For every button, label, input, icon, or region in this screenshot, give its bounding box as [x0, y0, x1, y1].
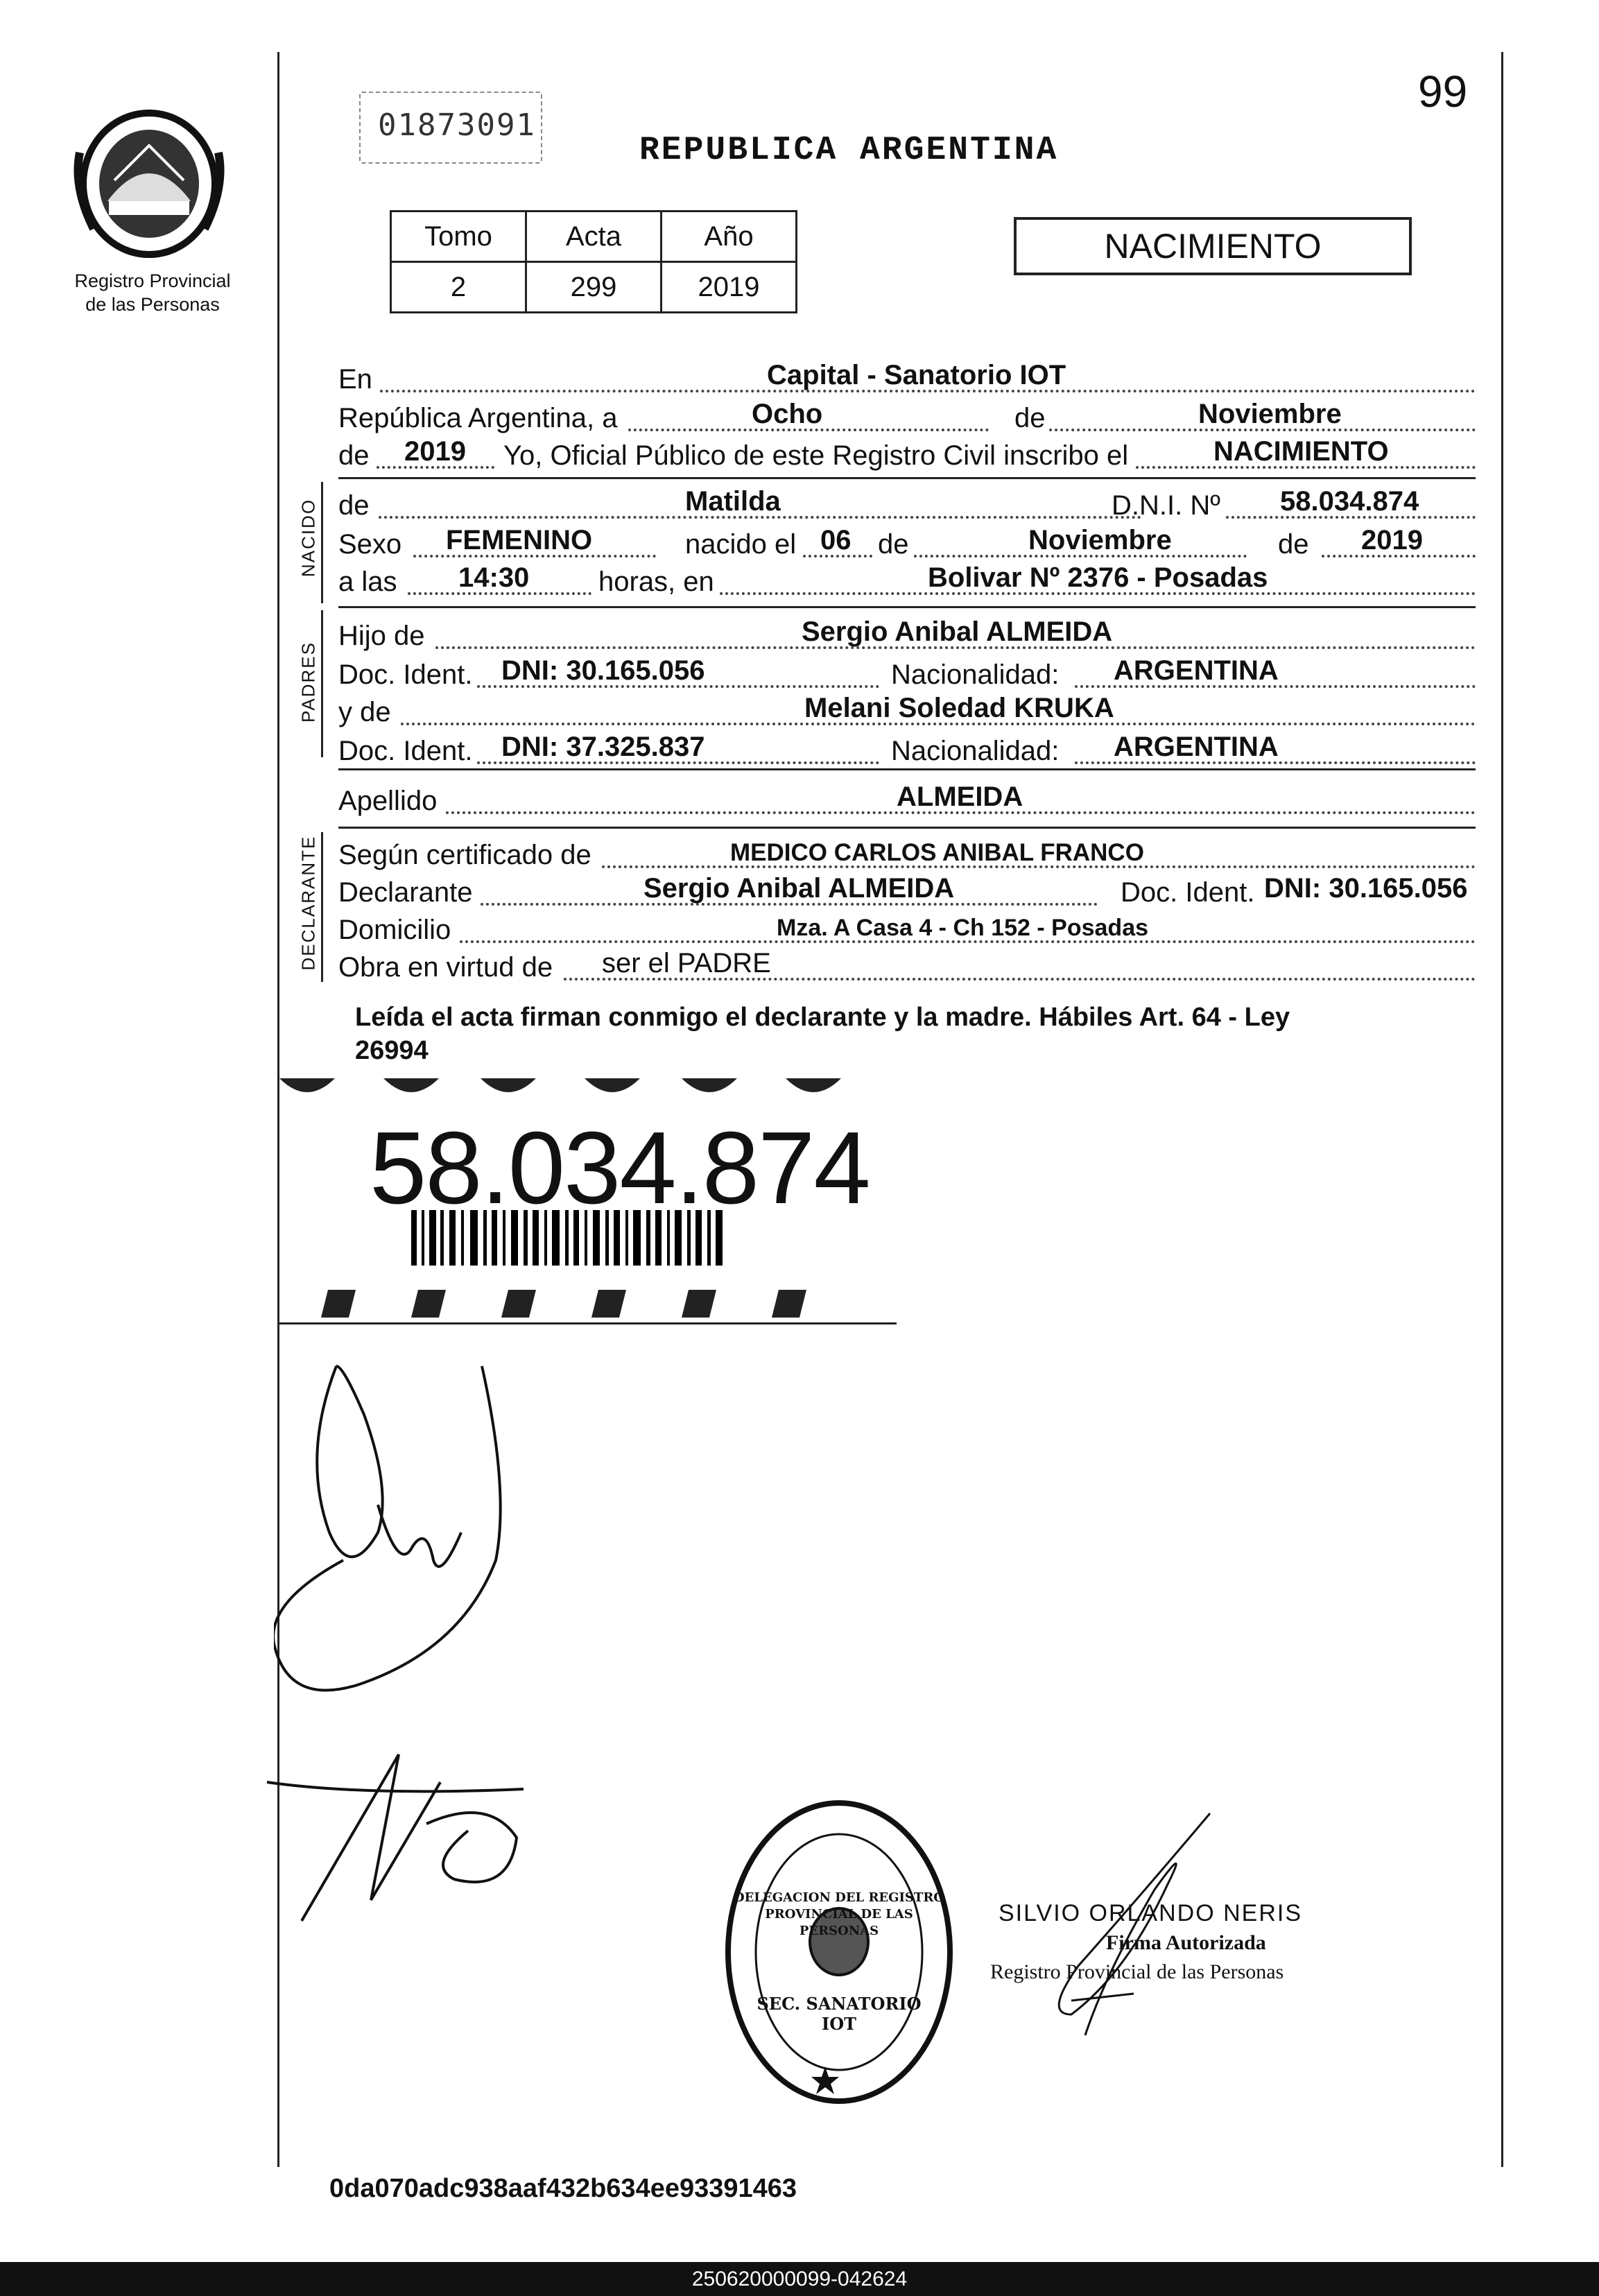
label-y-de: y de	[338, 697, 391, 727]
value-anio: 2019	[662, 262, 797, 313]
sticker-dni-number: 58.034.874	[370, 1111, 870, 1225]
row-mother-doc	[338, 731, 1476, 771]
value-father: Sergio Anibal ALMEIDA	[802, 616, 1113, 647]
value-tomo: 2	[391, 262, 526, 313]
header-anio: Año	[662, 212, 797, 262]
provincial-logo	[66, 104, 232, 264]
record-table-header	[391, 212, 797, 262]
dni-sticker	[279, 1071, 897, 1328]
value-declarante-doc: DNI: 30.165.056	[1264, 873, 1468, 904]
value-place: Capital - Sanatorio IOT	[767, 360, 1066, 390]
header-acta: Acta	[526, 212, 662, 262]
value-acta: 299	[526, 262, 662, 313]
label-doc-ident: Doc. Ident.	[338, 736, 473, 766]
value-father-doc: DNI: 30.165.056	[501, 655, 705, 686]
value-mother-nationality: ARGENTINA	[1114, 732, 1279, 762]
stamp-ring-text: DELEGACION DEL REGISTRO PROVINCIAL DE LAS PERSONAS	[734, 1890, 944, 1938]
label-nacionalidad: Nacionalidad:	[891, 736, 1060, 766]
section-divider	[338, 477, 1476, 479]
row-declarante	[338, 872, 1476, 913]
row-domicilio	[338, 910, 1476, 950]
padres-bracket	[321, 610, 323, 757]
nacido-section-label: NACIDO	[297, 498, 319, 578]
row-segun	[338, 835, 1476, 875]
page-number: 99	[1418, 67, 1468, 116]
value-time: 14:30	[458, 562, 530, 593]
value-sexo: FEMENINO	[446, 525, 593, 555]
header-tomo: Tomo	[391, 212, 526, 262]
value-father-nationality: ARGENTINA	[1114, 655, 1279, 686]
value-domicilio: Mza. A Casa 4 - Ch 152 - Posadas	[777, 915, 1149, 941]
label-hijo-de: Hijo de	[338, 621, 425, 651]
label-de: de	[878, 529, 909, 560]
record-table-values	[391, 262, 797, 313]
row-hijo-de	[338, 616, 1476, 656]
row-en	[338, 359, 1476, 399]
value-birth-day: 06	[820, 525, 852, 555]
value-mother: Melani Soledad KRUKA	[804, 693, 1114, 723]
nacido-bracket	[321, 482, 323, 603]
label-obra: Obra en virtud de	[338, 952, 553, 983]
official-name: SILVIO ORLANDO NERIS	[999, 1900, 1303, 1926]
closing-statement	[355, 1001, 1464, 1067]
label-oficial: Yo, Oficial Público de este Registro Civil inscribo el	[503, 440, 1129, 471]
record-type-box: NACIMIENTO	[1014, 217, 1412, 275]
label-domicilio: Domicilio	[338, 915, 451, 945]
value-apellido: ALMEIDA	[897, 782, 1023, 812]
value-mother-doc: DNI: 37.325.837	[501, 732, 705, 762]
section-divider	[338, 768, 1476, 770]
value-birth-place: Bolivar Nº 2376 - Posadas	[928, 562, 1268, 593]
value-birth-month: Noviembre	[1028, 525, 1172, 555]
label-sexo: Sexo	[338, 529, 402, 560]
row-father-doc	[338, 655, 1476, 695]
section-divider	[338, 827, 1476, 829]
value-declarante: Sergio Anibal ALMEIDA	[643, 873, 955, 904]
logo-caption	[62, 269, 243, 316]
section-divider	[338, 606, 1476, 608]
document-hash: 0da070adc938aaf432b634ee93391463	[329, 2174, 797, 2203]
value-day-word: Ocho	[752, 399, 823, 429]
label-de: de	[1014, 403, 1046, 433]
value-certificate: MEDICO CARLOS ANIBAL FRANCO	[730, 839, 1144, 866]
label-de: de	[1278, 529, 1309, 560]
label-segun: Según certificado de	[338, 840, 591, 870]
closing-line1: Leída el acta firman conmigo el declarante y la madre. Hábiles Art. 64 - Ley	[355, 1003, 1290, 1032]
label-a-las: a las	[338, 567, 397, 597]
serial-number: 01873091	[378, 107, 536, 143]
label-doc-ident: Doc. Ident.	[1121, 877, 1255, 908]
label-de: de	[338, 490, 370, 521]
label-de: de	[338, 440, 370, 471]
label-nacido-el: nacido el	[685, 529, 797, 560]
document-code-bar: 250620000099-042624	[0, 2262, 1599, 2296]
value-child-name: Matilda	[685, 486, 781, 517]
value-year: 2019	[404, 436, 466, 467]
value-month: Noviembre	[1198, 399, 1342, 429]
declarant-signature	[274, 1352, 551, 1754]
row-hora	[338, 562, 1476, 602]
label-nacionalidad: Nacionalidad:	[891, 659, 1060, 690]
official-stamp	[721, 1793, 957, 2112]
official-office: Registro Provincial de las Personas	[990, 1960, 1284, 1983]
row-obra	[338, 947, 1476, 987]
label-doc-ident: Doc. Ident.	[338, 659, 473, 690]
row-nacido-name	[338, 485, 1476, 526]
row-sexo	[338, 524, 1476, 564]
label-republica: República Argentina, a	[338, 403, 618, 433]
value-child-dni: 58.034.874	[1280, 486, 1419, 517]
declarante-bracket	[321, 832, 323, 982]
mother-signature	[260, 1741, 558, 1935]
row-republica	[338, 398, 1476, 438]
row-oficial	[338, 435, 1476, 476]
row-y-de	[338, 692, 1476, 732]
label-apellido: Apellido	[338, 786, 438, 816]
label-en: En	[338, 364, 372, 395]
value-inscribed: NACIMIENTO	[1213, 436, 1389, 467]
label-horas: horas, en	[598, 567, 714, 597]
row-apellido	[338, 781, 1476, 821]
country-title: REPUBLICA ARGENTINA	[639, 132, 1059, 169]
label-declarante: Declarante	[338, 877, 473, 908]
closing-line2: 26994	[355, 1036, 429, 1065]
padres-section-label: PADRES	[297, 641, 319, 723]
declarante-section-label: DECLARANTE	[297, 835, 319, 971]
logo-caption-line2: de las Personas	[85, 294, 220, 315]
stamp-inner-text: SEC. SANATORIO IOT	[757, 1994, 922, 2034]
value-birth-year: 2019	[1361, 525, 1423, 555]
official-title: Firma Autorizada	[1106, 1931, 1266, 1954]
record-table	[390, 210, 797, 313]
logo-caption-line1: Registro Provincial	[74, 270, 231, 291]
right-margin-line	[1501, 52, 1503, 2167]
value-obra: ser el PADRE	[602, 948, 771, 978]
label-dni: D.N.I. Nº	[1112, 490, 1220, 521]
